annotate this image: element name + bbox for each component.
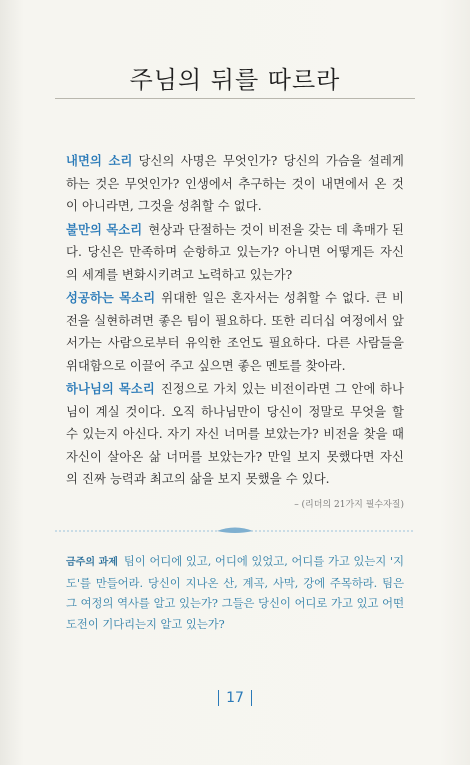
weekly-task	[66, 552, 404, 635]
paragraph-inner-voice	[66, 150, 404, 218]
paragraph-text: 현상과 단절하는 것이 비전을 갖는 데 촉매가 된다. 당신은 만족하며 순항하고 있는가? 아니면 어떻게든 자신의 세계를 변화시키려고 노력하고 있는가?	[66, 222, 404, 282]
paragraph-text: 진정으로 가치 있는 비전이라면 그 안에 하나님이 계실 것이다. 오직 하나님만이 당신이 정말로 무엇을 할 수 있는지 아신다. 자기 자신 너머를 보았는가? 비전을 찾을 때 자신이 살아온 삶 너머를 보았는가? 만일 보지 못했다면 자신의 진짜 능력과 최고의 삶을 보지 못했을 수 있다.	[66, 382, 405, 486]
paragraph-gods-voice	[66, 378, 404, 491]
page-number	[0, 690, 470, 706]
body-text	[66, 150, 404, 491]
paragraph-success-voice	[66, 287, 404, 377]
page-number-value: 17	[226, 690, 244, 706]
paragraph-lead: 내면의 소리	[66, 153, 133, 168]
task-label: 금주의 과제	[66, 557, 118, 568]
page-title: 주님의 뒤를 따르라	[129, 66, 341, 94]
page-number-left-bar	[218, 690, 219, 706]
task-text: 팀이 어디에 있고, 어디에 있었고, 어디를 가고 있는지 '지도'를 만들어라. 당신이 지나온 산, 계곡, 사막, 강에 주목하라. 팀은 그 여정의 역사를 알고 있는가? 그들은 당신이 어디로 가고 있고 어떤 도전이 기다리는지 알고 있는가?	[66, 555, 404, 631]
paragraph-lead: 불만의 목소리	[66, 221, 143, 237]
title-divider	[55, 98, 415, 99]
paragraph-discontent-voice	[66, 219, 404, 287]
paragraph-lead: 성공하는 목소리	[66, 290, 156, 305]
source-citation: – (리더의 21가지 필수자질)	[294, 500, 404, 510]
page-number-right-bar	[251, 690, 252, 706]
ornament-divider	[55, 525, 415, 537]
paragraph-text: 당신의 사명은 무엇인가? 당신의 가슴을 설레게 하는 것은 무엇인가? 인생에서 추구하는 것이 내면에서 온 것이 아니라면, 그것을 성취할 수 없다.	[66, 154, 404, 213]
paragraph-lead: 하나님의 목소리	[66, 381, 155, 396]
paragraph-text: 위대한 일은 혼자서는 성취할 수 없다. 큰 비전을 실현하려면 좋은 팀이 필요하다. 또한 리더십 여정에서 앞서가는 사람으로부터 유익한 조언도 필요하다. 다른 사람들을 위대함으로 이끌어 주고 싶으면 좋은 멘토를 찾아라.	[66, 291, 405, 373]
